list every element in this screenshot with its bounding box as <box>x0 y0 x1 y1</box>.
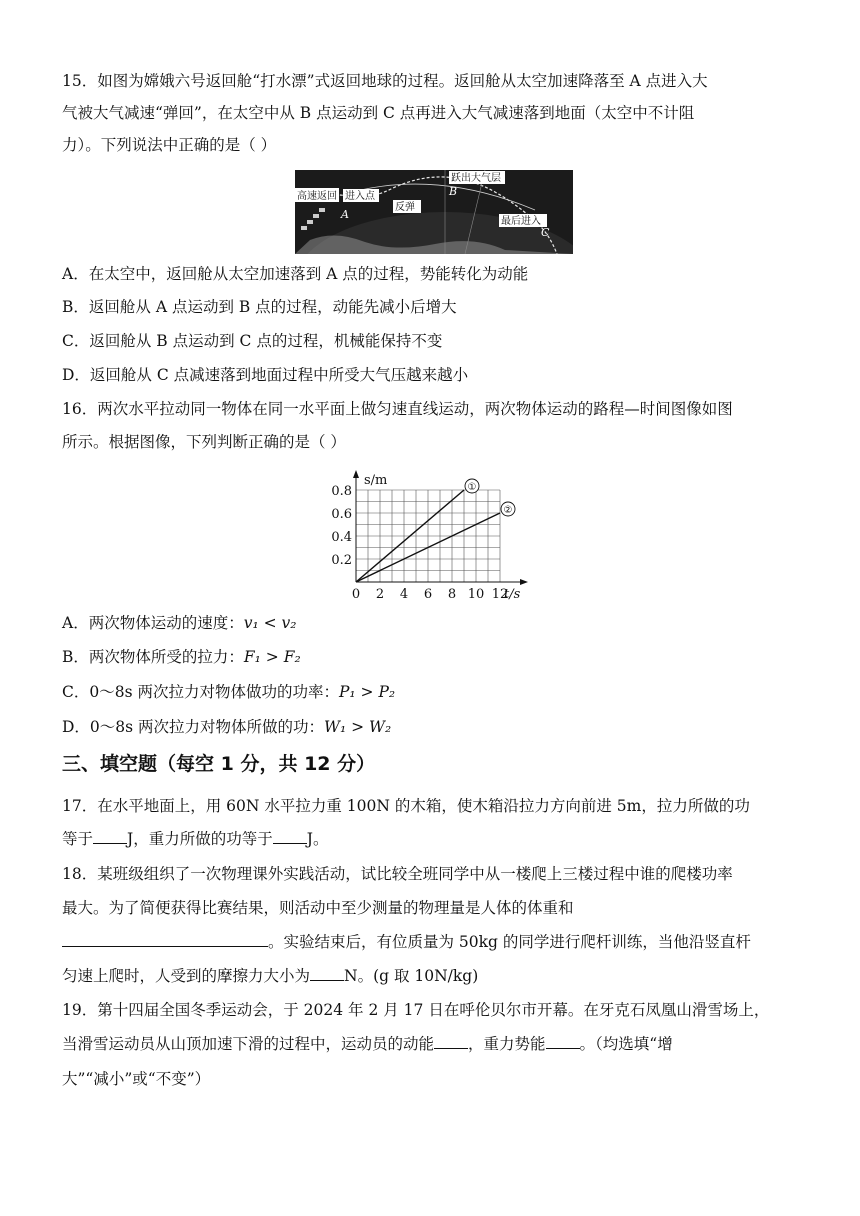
label-bounce: 反弹 <box>395 202 415 213</box>
q16-line1: 16．两次水平拉动同一物体在同一水平面上做匀速直线运动，两次物体运动的路程—时间图像如图 <box>62 400 733 418</box>
q18-blank-1[interactable] <box>62 932 268 947</box>
y-tick-label: 0.6 <box>331 507 352 522</box>
label-point-b: B <box>449 185 458 198</box>
q16-option-b-math: F₁ > F₂ <box>243 648 301 666</box>
series-label-1: ① <box>467 482 477 493</box>
q16-option-c-math: P₁ > P₂ <box>338 683 396 701</box>
q19-line3: 大”“减小”或“不变”） <box>62 1070 211 1088</box>
q15-option-d: D．返回舱从 C 点减速落到地面过程中所受大气压越来越小 <box>62 366 469 384</box>
q17-blank-1[interactable] <box>93 829 127 844</box>
q16-option-a-text: A．两次物体运动的速度： <box>62 614 244 632</box>
x-tick-label: 0 <box>351 587 361 602</box>
x-axis-label: t/s <box>504 587 521 602</box>
section-title: 三、填空题（每空 1 分，共 12 分） <box>62 753 376 775</box>
q18-text-4b: N。(g 取 10N/kg) <box>344 967 479 985</box>
q17-text-a: 等于 <box>62 830 94 848</box>
label-final-entry: 最后进入 <box>501 216 541 227</box>
q16-option-d-math: W₁ > W₂ <box>324 718 392 736</box>
y-tick-label: 0.8 <box>331 484 352 499</box>
x-axis-arrow <box>520 579 528 585</box>
label-point-a: A <box>341 208 349 221</box>
q19-blank-1[interactable] <box>434 1034 468 1049</box>
q19-line1: 19．第十四届全国冬季运动会，于 2024 年 2 月 17 日在呼伦贝尔市开幕。在牙克石凤凰山滑雪场上， <box>62 1001 770 1019</box>
q18-blank-2[interactable] <box>310 966 344 981</box>
label-point-c: C <box>541 226 550 239</box>
q16-option-b-text: B．两次物体所受的拉力： <box>62 648 244 666</box>
q17-text-b: J，重力所做的功等于 <box>127 830 273 848</box>
q17-line1: 17．在水平地面上，用 60N 水平拉力重 100N 的木箱，使木箱沿拉力方向前进 5m，拉力所做的功 <box>62 797 750 815</box>
x-tick-label: 4 <box>399 587 409 602</box>
y-axis-arrow <box>353 470 359 478</box>
q16-option-d-text: D．0～8s 两次拉力对物体所做的功： <box>62 718 325 736</box>
series-label-2: ② <box>503 505 513 516</box>
x-tick-label: 2 <box>375 587 385 602</box>
q19-text-2b: ，重力势能 <box>468 1035 546 1053</box>
q16-option-c-text: C．0～8s 两次拉力对物体做功的功率： <box>62 683 339 701</box>
q15-option-c: C．返回舱从 B 点运动到 C 点的过程，机械能保持不变 <box>62 332 443 350</box>
y-axis-label: s/m <box>364 473 388 488</box>
x-tick-label: 10 <box>467 587 485 602</box>
q18-line1: 18．某班级组织了一次物理课外实践活动，试比较全班同学中从一楼爬上三楼过程中谁的爬楼功率 <box>62 865 733 883</box>
q17-blank-2[interactable] <box>273 829 307 844</box>
q19-blank-2[interactable] <box>546 1034 580 1049</box>
x-tick-label: 6 <box>423 587 433 602</box>
q15-option-a: A．在太空中，返回舱从太空加速落到 A 点的过程，势能转化为动能 <box>62 265 529 283</box>
q16-option-c <box>62 681 395 703</box>
chart-grid <box>356 490 500 582</box>
q15-option-b: B．返回舱从 A 点运动到 B 点的过程，动能先减小后增大 <box>62 298 457 316</box>
q17-line2 <box>62 828 328 850</box>
reentry-figure <box>295 170 573 254</box>
label-entry-point: 进入点 <box>345 191 375 202</box>
q18-line2: 最大。为了简便获得比赛结果，则活动中至少测量的物理量是人体的体重和 <box>62 899 574 917</box>
x-tick-label: 12 <box>491 587 509 602</box>
q18-line3 <box>62 931 751 953</box>
q16-option-a <box>62 612 297 634</box>
q16-line2: 所示。根据图像，下列判断正确的是（ ） <box>62 433 346 451</box>
q15-line1: 15．如图为嫦娥六号返回舱“打水漂”式返回地球的过程。返回舱从太空加速降落至 A 点进入大 <box>62 72 708 90</box>
y-tick-label: 0.4 <box>331 530 352 545</box>
q16-option-d <box>62 716 391 738</box>
x-tick-label: 8 <box>447 587 457 602</box>
q19-text-2c: 。（均选填“增 <box>579 1035 673 1053</box>
q19-line2 <box>62 1033 673 1055</box>
q17-text-c: J。 <box>306 830 329 848</box>
y-tick-label: 0.2 <box>331 553 352 568</box>
q15-line2: 气被大气减速“弹回”，在太空中从 B 点运动到 C 点再进入大气减速落到地面（太空中不计阻 <box>62 104 695 122</box>
q19-text-2a: 当滑雪运动员从山顶加速下滑的过程中，运动员的动能 <box>62 1035 435 1053</box>
label-high-speed-return: 高速返回 <box>297 191 337 202</box>
q16-option-a-math: v₁ < v₂ <box>243 614 297 632</box>
label-leave-atmosphere: 跃出大气层 <box>451 173 501 184</box>
q18-text-3: 。实验结束后，有位质量为 50kg 的同学进行爬杆训练，当他沿竖直杆 <box>268 933 751 951</box>
q18-line4 <box>62 965 478 987</box>
q16-option-b <box>62 646 301 668</box>
q15-line3: 力）。下列说法中正确的是（ ） <box>62 136 277 154</box>
distance-time-chart <box>318 468 536 608</box>
q18-text-4a: 匀速上爬时，人受到的摩擦力大小为 <box>62 967 311 985</box>
